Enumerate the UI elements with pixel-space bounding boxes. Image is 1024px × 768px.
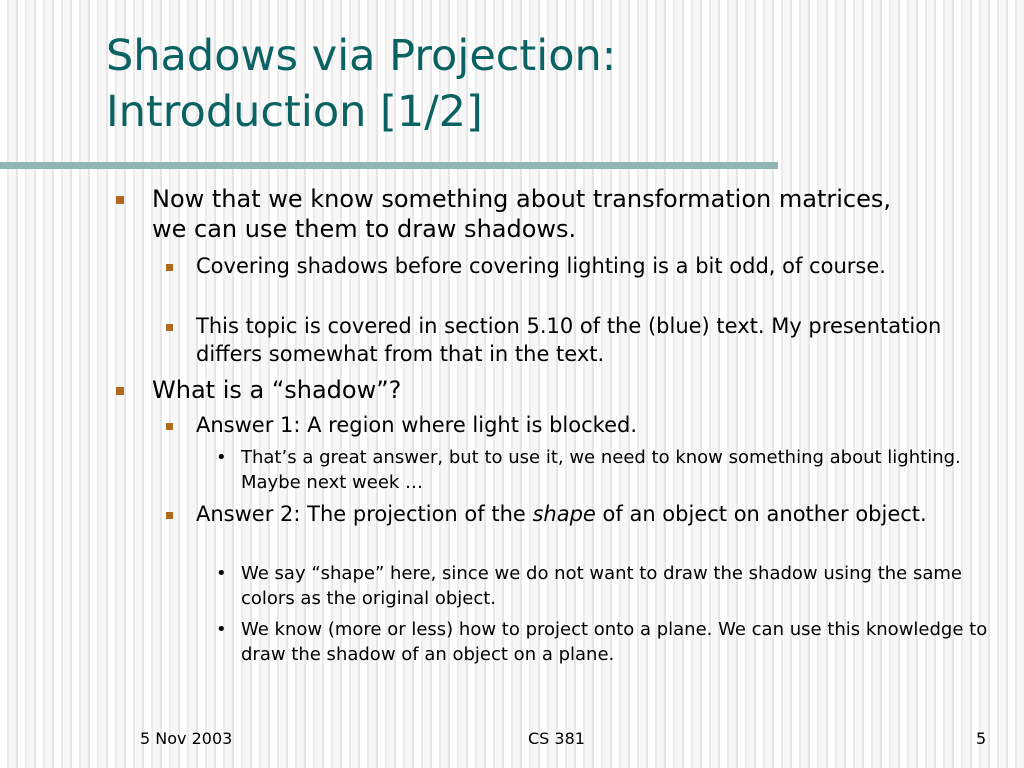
bullet-2-2-text-before: Answer 2: The projection of the	[196, 502, 533, 526]
bullet-1-text: Now that we know something about transformation matrices, we can use them to draw shadows.	[152, 185, 891, 243]
bullet-square-icon	[116, 196, 124, 204]
footer-date: 5 Nov 2003	[140, 729, 233, 748]
bullet-2-2-2-text: We know (more or less) how to project onto a plane. We can use this knowledge to draw the shadow of an object on a plane.	[241, 619, 988, 665]
bullet-2-2-text-after: of an object on another object.	[595, 502, 927, 526]
bullet-1-2-text: This topic is covered in section 5.10 of the (blue) text. My presentation differs somewhat from that in the text.	[196, 314, 942, 366]
bullet-2-2-1-text: We say “shape” here, since we do not want to draw the shadow using the same colors as the original object.	[241, 563, 962, 609]
bullet-square-icon	[116, 387, 124, 395]
title-line-1: Shadows via Projection:	[106, 31, 617, 81]
footer-page-number: 5	[976, 729, 987, 748]
bullet-2-2-text	[196, 500, 976, 528]
bullet-square-icon	[166, 324, 173, 331]
bullet-dot-icon: •	[216, 619, 227, 640]
bullet-dot-icon: •	[216, 563, 227, 584]
bullet-square-icon	[166, 512, 173, 519]
bullet-2-text: What is a “shadow”?	[152, 376, 402, 404]
bullet-2-2-emphasis: shape	[532, 502, 596, 526]
title-line-2: Introduction [1/2]	[106, 87, 483, 137]
bullet-square-icon	[166, 423, 173, 430]
bullet-dot-icon: •	[216, 447, 227, 468]
footer-course: CS 381	[528, 729, 585, 748]
bullet-2-1-text: Answer 1: A region where light is blocked.	[196, 413, 637, 437]
bullet-square-icon	[166, 264, 173, 271]
bullet-1-1-text: Covering shadows before covering lighting is a bit odd, of course.	[196, 254, 886, 278]
bullet-2-1-1-text: That’s a great answer, but to use it, we need to know something about lighting. Maybe next week …	[241, 447, 961, 493]
